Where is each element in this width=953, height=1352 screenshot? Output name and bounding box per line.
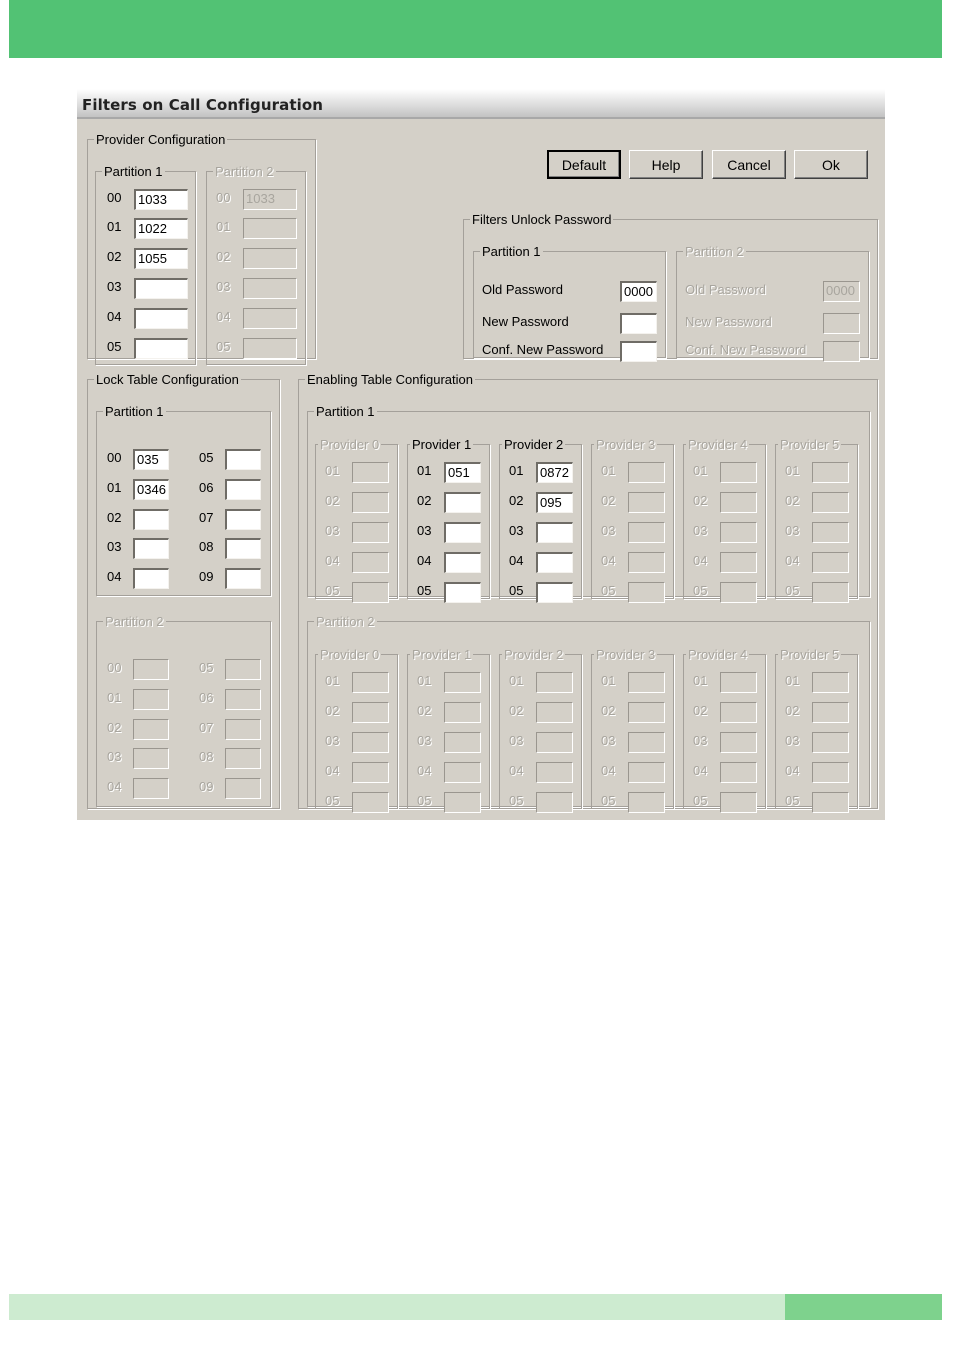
enable-code-5-label: 05 <box>325 583 340 598</box>
enable-code-1-input[interactable] <box>444 672 481 693</box>
provider-box-0 <box>315 438 398 599</box>
enable-code-1-label: 01 <box>785 463 800 478</box>
enable-code-5-input[interactable] <box>812 792 849 813</box>
enable-code-1-input[interactable]: 051 <box>444 462 481 483</box>
lock-code-2-input[interactable] <box>133 719 169 740</box>
enable-code-2-input[interactable] <box>628 492 665 513</box>
enable-code-1-label: 01 <box>601 673 616 688</box>
enable-code-2-input[interactable]: 095 <box>536 492 573 513</box>
provider-config-partition-1 <box>95 165 196 365</box>
enable-code-3-label: 03 <box>325 523 340 538</box>
enable-code-1-label: 01 <box>417 673 432 688</box>
default-button[interactable]: Default <box>547 150 621 179</box>
enable-code-4-label: 04 <box>325 553 340 568</box>
provider-config-group <box>87 133 316 359</box>
page-header-bar <box>9 0 942 58</box>
lock-code-8-label: 08 <box>199 749 214 764</box>
enable-code-1-label: 01 <box>601 463 616 478</box>
lock-code-6-label: 06 <box>199 690 214 705</box>
provider-box-2 <box>499 648 582 809</box>
enable-code-5-label: 05 <box>417 583 432 598</box>
enable-code-3-input[interactable] <box>352 522 389 543</box>
lock-code-9-label: 09 <box>199 779 214 794</box>
lock-code-0-label: 00 <box>107 660 122 675</box>
enable-code-2-label: 02 <box>417 703 432 718</box>
enable-code-3-label: 03 <box>785 523 800 538</box>
provider-code-3-input[interactable] <box>243 278 297 299</box>
enable-code-2-label: 02 <box>693 493 708 508</box>
enable-code-1-input[interactable] <box>628 672 665 693</box>
lock-code-4-input[interactable] <box>133 778 169 799</box>
provider-box-1 <box>407 648 490 809</box>
lock-code-4-label: 04 <box>107 779 122 794</box>
lock-code-2-label: 02 <box>107 720 122 735</box>
lock-code-8-input[interactable] <box>225 748 261 769</box>
unlock-password-group <box>463 213 878 359</box>
lock-table-partition-1 <box>96 405 271 596</box>
ok-button[interactable]: Ok <box>794 150 868 179</box>
enable-code-3-input[interactable] <box>628 732 665 753</box>
enable-code-3-input[interactable] <box>720 522 757 543</box>
lock-code-1-label: 01 <box>107 690 122 705</box>
partition-1-legend: Partition 1 <box>105 404 164 419</box>
provider-code-4-label: 04 <box>107 309 122 324</box>
lock-code-7-input[interactable] <box>225 509 261 530</box>
provider-legend: Provider 0 <box>320 437 380 452</box>
lock-code-1-label: 01 <box>107 480 122 495</box>
enable-code-4-input[interactable] <box>720 552 757 573</box>
enable-code-3-label: 03 <box>417 733 432 748</box>
enable-code-2-input[interactable] <box>812 492 849 513</box>
enable-code-3-input[interactable] <box>352 732 389 753</box>
enable-code-5-label: 05 <box>785 793 800 808</box>
enable-code-2-input[interactable] <box>628 702 665 723</box>
enable-code-2-input[interactable] <box>352 702 389 723</box>
partition-2-legend: Partition 2 <box>685 244 744 259</box>
enable-code-3-input[interactable] <box>536 732 573 753</box>
provider-code-2-input[interactable] <box>243 248 297 269</box>
enable-code-3-label: 03 <box>693 733 708 748</box>
lock-code-5-input[interactable] <box>225 659 261 680</box>
enable-code-1-input[interactable] <box>352 672 389 693</box>
enable-code-5-input[interactable] <box>352 582 389 603</box>
enable-code-3-label: 03 <box>693 523 708 538</box>
enable-code-4-input[interactable] <box>536 762 573 783</box>
enable-code-2-input[interactable] <box>720 492 757 513</box>
lock-code-5-label: 05 <box>199 660 214 675</box>
password-partition-1 <box>473 245 666 358</box>
conf-password-input[interactable] <box>620 341 657 362</box>
enabling-table-partition-2 <box>307 615 870 807</box>
enable-code-5-label: 05 <box>693 583 708 598</box>
lock-code-9-input[interactable] <box>225 568 261 589</box>
lock-code-7-label: 07 <box>199 510 214 525</box>
enable-code-5-input[interactable] <box>720 792 757 813</box>
old-password-input[interactable]: 0000 <box>620 281 657 302</box>
provider-code-3-label: 03 <box>107 279 122 294</box>
enable-code-5-label: 05 <box>601 793 616 808</box>
filters-dialog <box>77 89 885 820</box>
enable-code-2-label: 02 <box>785 493 800 508</box>
provider-legend: Provider 5 <box>780 437 840 452</box>
enable-code-4-input[interactable] <box>536 552 573 573</box>
provider-code-5-input[interactable] <box>134 338 188 359</box>
enable-code-2-input[interactable] <box>812 702 849 723</box>
provider-code-5-label: 05 <box>107 339 122 354</box>
enable-code-4-label: 04 <box>785 553 800 568</box>
enable-code-2-label: 02 <box>601 703 616 718</box>
partition-2-legend: Partition 2 <box>215 164 274 179</box>
provider-legend: Provider 5 <box>780 647 840 662</box>
enable-code-3-input[interactable] <box>628 522 665 543</box>
enable-code-2-label: 02 <box>325 493 340 508</box>
lock-code-6-label: 06 <box>199 480 214 495</box>
enable-code-5-input[interactable] <box>444 582 481 603</box>
enable-code-3-input[interactable] <box>444 732 481 753</box>
enable-code-5-label: 05 <box>601 583 616 598</box>
enable-code-5-label: 05 <box>785 583 800 598</box>
partition-1-legend: Partition 1 <box>104 164 163 179</box>
old-password-label: Old Password <box>685 282 766 297</box>
new-password-label: New Password <box>685 314 772 329</box>
provider-legend: Provider 1 <box>412 647 472 662</box>
enable-code-1-label: 01 <box>509 673 524 688</box>
enable-code-5-input[interactable] <box>536 582 573 603</box>
new-password-label: New Password <box>482 314 569 329</box>
provider-code-0-label: 00 <box>107 190 122 205</box>
lock-code-7-input[interactable] <box>225 719 261 740</box>
lock-code-1-input[interactable]: 0346 <box>133 479 169 500</box>
enable-code-4-label: 04 <box>601 553 616 568</box>
lock-code-3-input[interactable] <box>133 748 169 769</box>
provider-legend: Provider 2 <box>504 437 564 452</box>
enable-code-4-input[interactable] <box>444 552 481 573</box>
enable-code-1-input[interactable] <box>812 672 849 693</box>
conf-password-label: Conf. New Password <box>685 342 807 357</box>
cancel-button[interactable]: Cancel <box>712 150 786 179</box>
provider-box-2 <box>499 438 582 599</box>
enable-code-4-label: 04 <box>417 763 432 778</box>
enable-code-4-label: 04 <box>693 553 708 568</box>
enable-code-3-input[interactable] <box>812 732 849 753</box>
enable-code-3-label: 03 <box>601 733 616 748</box>
enabling-table-legend: Enabling Table Configuration <box>307 372 473 387</box>
footer-accent-bar <box>785 1294 942 1320</box>
partition-2-legend: Partition 2 <box>316 614 375 629</box>
provider-box-0 <box>315 648 398 809</box>
enable-code-3-input[interactable] <box>444 522 481 543</box>
password-partition-2 <box>676 245 869 358</box>
enable-code-4-label: 04 <box>509 553 524 568</box>
enable-code-2-input[interactable] <box>536 702 573 723</box>
enable-code-1-label: 01 <box>693 463 708 478</box>
window-title: Filters on Call Configuration <box>82 96 324 114</box>
enable-code-4-label: 04 <box>417 553 432 568</box>
enable-code-5-label: 05 <box>509 583 524 598</box>
enable-code-4-input[interactable] <box>444 762 481 783</box>
provider-box-4 <box>683 648 766 809</box>
provider-code-2-label: 02 <box>107 249 122 264</box>
unlock-password-legend: Filters Unlock Password <box>472 212 612 227</box>
lock-code-8-input[interactable] <box>225 538 261 559</box>
enable-code-1-label: 01 <box>785 673 800 688</box>
enable-code-4-input[interactable] <box>352 762 389 783</box>
provider-legend: Provider 4 <box>688 437 748 452</box>
enable-code-4-input[interactable] <box>812 762 849 783</box>
enable-code-2-label: 02 <box>693 703 708 718</box>
provider-code-2-input[interactable]: 1055 <box>134 248 188 269</box>
enable-code-1-input[interactable] <box>628 462 665 483</box>
title-bar <box>77 89 885 119</box>
enable-code-5-input[interactable] <box>536 792 573 813</box>
provider-code-0-input[interactable]: 1033 <box>134 189 188 210</box>
provider-box-3 <box>591 438 674 599</box>
enable-code-1-label: 01 <box>417 463 432 478</box>
lock-code-5-label: 05 <box>199 450 214 465</box>
enable-code-1-input[interactable] <box>812 462 849 483</box>
provider-code-5-label: 05 <box>216 339 231 354</box>
enable-code-4-input[interactable] <box>628 552 665 573</box>
lock-code-5-input[interactable] <box>225 449 261 470</box>
enable-code-4-input[interactable] <box>720 762 757 783</box>
enable-code-5-label: 05 <box>693 793 708 808</box>
lock-table-partition-2 <box>96 615 271 807</box>
lock-code-6-input[interactable] <box>225 479 261 500</box>
provider-box-5 <box>775 438 858 599</box>
footer-bar <box>9 1294 785 1320</box>
enabling-table-partition-1 <box>307 405 870 597</box>
enable-code-5-label: 05 <box>509 793 524 808</box>
enable-code-2-input[interactable] <box>352 492 389 513</box>
lock-code-4-label: 04 <box>107 569 122 584</box>
enable-code-1-label: 01 <box>325 463 340 478</box>
enable-code-3-label: 03 <box>601 523 616 538</box>
enable-code-1-input[interactable] <box>720 462 757 483</box>
lock-code-0-input[interactable]: 035 <box>133 449 169 470</box>
enable-code-2-input[interactable] <box>444 702 481 723</box>
enable-code-3-label: 03 <box>785 733 800 748</box>
lock-code-9-input[interactable] <box>225 778 261 799</box>
enable-code-1-label: 01 <box>509 463 524 478</box>
enable-code-5-input[interactable] <box>352 792 389 813</box>
enable-code-3-label: 03 <box>417 523 432 538</box>
enable-code-2-label: 02 <box>601 493 616 508</box>
provider-code-0-input[interactable]: 1033 <box>243 189 297 210</box>
provider-code-1-input[interactable] <box>243 218 297 239</box>
provider-code-1-input[interactable]: 1022 <box>134 218 188 239</box>
lock-code-7-label: 07 <box>199 720 214 735</box>
lock-table-group <box>87 373 280 809</box>
enable-code-4-input[interactable] <box>628 762 665 783</box>
provider-code-1-label: 01 <box>216 219 231 234</box>
provider-config-partition-2 <box>206 165 306 365</box>
provider-code-0-label: 00 <box>216 190 231 205</box>
new-password-input[interactable] <box>823 313 860 334</box>
provider-legend: Provider 3 <box>596 437 656 452</box>
provider-code-1-label: 01 <box>107 219 122 234</box>
provider-code-4-input[interactable] <box>134 308 188 329</box>
enable-code-4-input[interactable] <box>812 552 849 573</box>
provider-legend: Provider 2 <box>504 647 564 662</box>
enable-code-4-input[interactable] <box>352 552 389 573</box>
provider-box-4 <box>683 438 766 599</box>
partition-1-legend: Partition 1 <box>316 404 375 419</box>
lock-code-1-input[interactable] <box>133 689 169 710</box>
enable-code-2-label: 02 <box>417 493 432 508</box>
enable-code-5-input[interactable] <box>628 582 665 603</box>
lock-table-legend: Lock Table Configuration <box>96 372 239 387</box>
provider-legend: Provider 4 <box>688 647 748 662</box>
lock-code-6-input[interactable] <box>225 689 261 710</box>
enable-code-5-label: 05 <box>417 793 432 808</box>
lock-code-9-label: 09 <box>199 569 214 584</box>
enable-code-4-label: 04 <box>325 763 340 778</box>
enable-code-2-label: 02 <box>325 703 340 718</box>
enable-code-5-input[interactable] <box>444 792 481 813</box>
enable-code-1-input[interactable] <box>352 462 389 483</box>
provider-legend: Provider 1 <box>412 437 472 452</box>
enable-code-3-input[interactable] <box>812 522 849 543</box>
lock-code-0-input[interactable] <box>133 659 169 680</box>
lock-code-3-label: 03 <box>107 749 122 764</box>
enable-code-3-label: 03 <box>509 523 524 538</box>
lock-code-4-input[interactable] <box>133 568 169 589</box>
enable-code-2-label: 02 <box>785 703 800 718</box>
enable-code-1-input[interactable] <box>720 672 757 693</box>
lock-code-0-label: 00 <box>107 450 122 465</box>
enable-code-2-label: 02 <box>509 493 524 508</box>
conf-password-input[interactable] <box>823 341 860 362</box>
enable-code-1-input[interactable]: 0872 <box>536 462 573 483</box>
provider-code-3-label: 03 <box>216 279 231 294</box>
conf-password-label: Conf. New Password <box>482 342 604 357</box>
partition-1-legend: Partition 1 <box>482 244 541 259</box>
old-password-input[interactable]: 0000 <box>823 281 860 302</box>
enable-code-1-label: 01 <box>325 673 340 688</box>
enable-code-3-label: 03 <box>325 733 340 748</box>
help-button[interactable]: Help <box>629 150 703 179</box>
enable-code-3-input[interactable] <box>536 522 573 543</box>
enable-code-4-label: 04 <box>785 763 800 778</box>
provider-code-5-input[interactable] <box>243 338 297 359</box>
provider-code-4-label: 04 <box>216 309 231 324</box>
enable-code-5-label: 05 <box>325 793 340 808</box>
enable-code-4-label: 04 <box>509 763 524 778</box>
enable-code-5-input[interactable] <box>812 582 849 603</box>
provider-code-3-input[interactable] <box>134 278 188 299</box>
provider-box-5 <box>775 648 858 809</box>
provider-box-1 <box>407 438 490 599</box>
provider-legend: Provider 0 <box>320 647 380 662</box>
new-password-input[interactable] <box>620 313 657 334</box>
partition-2-legend: Partition 2 <box>105 614 164 629</box>
enabling-table-group <box>298 373 878 809</box>
provider-legend: Provider 3 <box>596 647 656 662</box>
enable-code-1-label: 01 <box>693 673 708 688</box>
enable-code-2-label: 02 <box>509 703 524 718</box>
lock-code-3-label: 03 <box>107 539 122 554</box>
enable-code-1-input[interactable] <box>536 672 573 693</box>
lock-code-3-input[interactable] <box>133 538 169 559</box>
provider-code-4-input[interactable] <box>243 308 297 329</box>
old-password-label: Old Password <box>482 282 563 297</box>
lock-code-8-label: 08 <box>199 539 214 554</box>
lock-code-2-label: 02 <box>107 510 122 525</box>
enable-code-5-input[interactable] <box>720 582 757 603</box>
enable-code-4-label: 04 <box>693 763 708 778</box>
enable-code-4-label: 04 <box>601 763 616 778</box>
enable-code-3-label: 03 <box>509 733 524 748</box>
enable-code-3-input[interactable] <box>720 732 757 753</box>
provider-code-2-label: 02 <box>216 249 231 264</box>
enable-code-2-input[interactable] <box>444 492 481 513</box>
provider-box-3 <box>591 648 674 809</box>
enable-code-2-input[interactable] <box>720 702 757 723</box>
provider-config-legend: Provider Configuration <box>96 132 226 147</box>
lock-code-2-input[interactable] <box>133 509 169 530</box>
enable-code-5-input[interactable] <box>628 792 665 813</box>
